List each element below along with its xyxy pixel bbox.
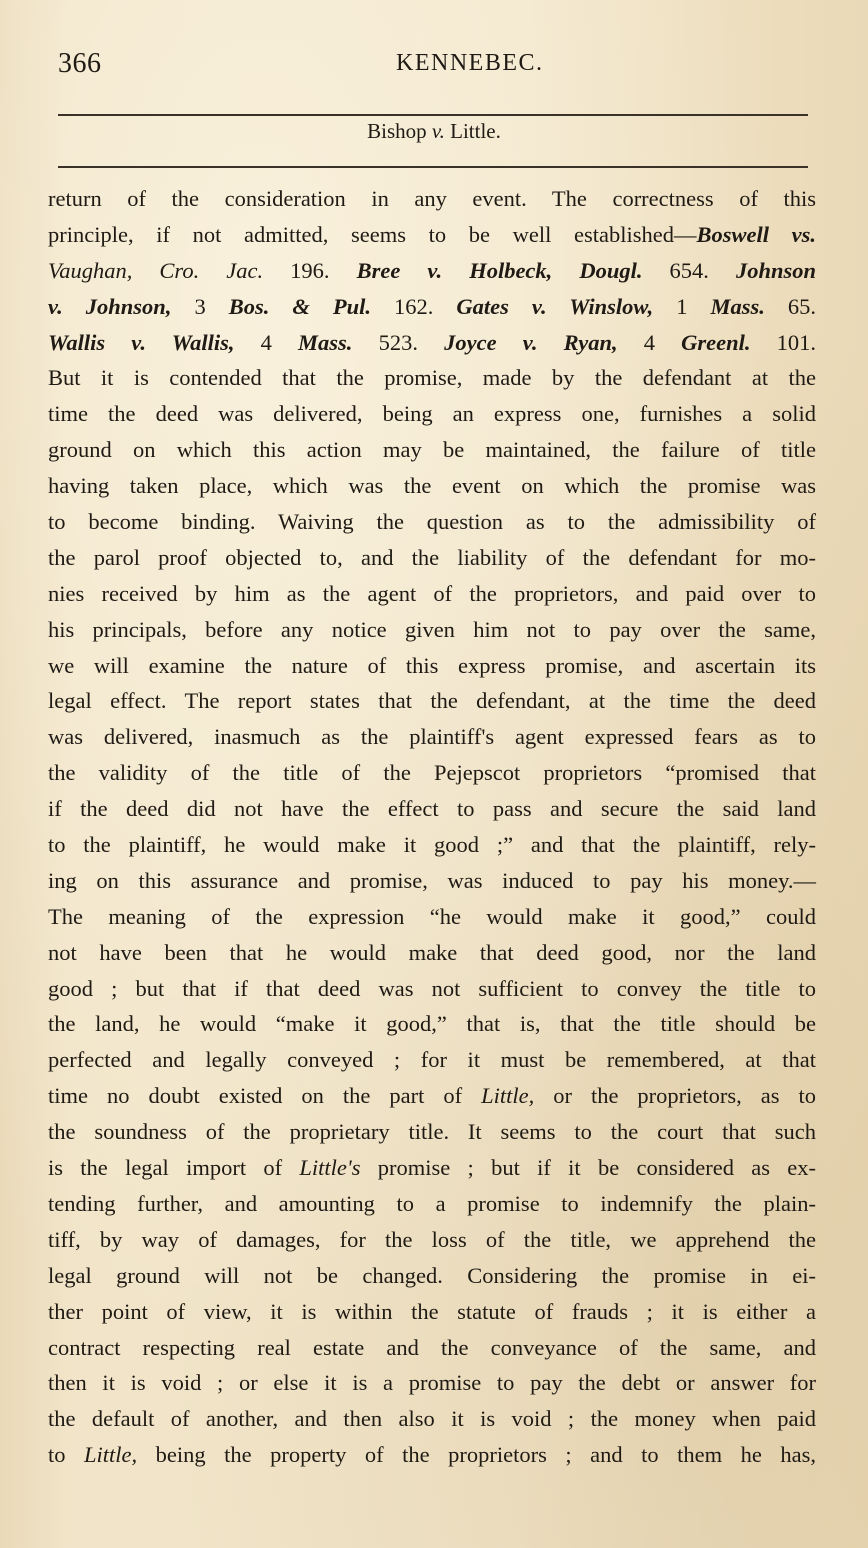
case-defendant: Little. (450, 119, 501, 143)
case-plaintiff: Bishop (367, 119, 427, 143)
text-run: his principals, before any notice given him not to pay over the same, (48, 616, 816, 642)
text-run: the soundness of the proprietary title. It seems to the court that such (48, 1119, 816, 1145)
text-run: not have been that he would make that deed good, nor the land (48, 939, 816, 965)
text-run: being the property of the proprietors ; and to them he has, (137, 1442, 816, 1468)
citation-run: Joyce v. Ryan, (444, 329, 618, 355)
text-run: ground on which this action may be maintained, the failure of title (48, 437, 816, 463)
text-line (48, 935, 816, 971)
text-line (48, 1401, 816, 1437)
running-head (58, 42, 818, 86)
text-line (48, 360, 816, 396)
text-run: to become binding. Waiving the question as to the admissibility of (48, 509, 816, 535)
text-line (48, 1078, 816, 1114)
text-line (48, 1330, 816, 1366)
text-line (48, 540, 816, 576)
text-run: ing on this assurance and promise, was induced to pay his money.— (48, 867, 816, 893)
text-line (48, 1294, 816, 1330)
citation-run: Little, (84, 1442, 138, 1468)
text-line (48, 863, 816, 899)
text-run: was delivered, inasmuch as the plaintiff's agent expressed fears as to (48, 724, 816, 750)
text-run: then it is void ; or else it is a promise to pay the debt or answer for (48, 1370, 816, 1396)
citation-run: Bos. & Pul. (228, 293, 371, 319)
text-line (48, 1006, 816, 1042)
running-title: KENNEBEC. (396, 50, 544, 76)
text-run: 65. (764, 293, 816, 319)
text-run: or the proprietors, as to (534, 1083, 816, 1109)
text-line (48, 504, 816, 540)
text-line (48, 683, 816, 719)
citation-run: Little, (481, 1083, 535, 1109)
text-line (48, 827, 816, 863)
text-line (48, 325, 816, 361)
citation-run: Boswell vs. (696, 221, 816, 247)
text-run: contract respecting real estate and the conveyance of the same, and (48, 1334, 816, 1360)
text-run: the validity of the title of the Pejepscot proprietors “promised that (48, 760, 816, 786)
text-line (48, 1222, 816, 1258)
text-run: time the deed was delivered, being an express one, furnishes a solid (48, 401, 816, 427)
citation-run: Wallis v. Wallis, (48, 329, 235, 355)
citation-run: Bree v. Holbeck, Dougl. (356, 257, 643, 283)
case-title (0, 119, 868, 144)
text-line (48, 181, 816, 217)
text-run: The meaning of the expression “he would make it good,” could (48, 903, 816, 929)
text-run: legal ground will not be changed. Considering the promise in ei- (48, 1262, 816, 1288)
text-run: 4 (617, 329, 682, 355)
text-line (48, 1186, 816, 1222)
citation-run: Greenl. (681, 329, 751, 355)
text-run: principle, if not admitted, seems to be well established— (48, 221, 697, 247)
text-run: if the deed did not have the effect to pass and secure the said land (48, 796, 816, 822)
body-text (48, 181, 816, 1473)
text-run: tiff, by way of damages, for the loss of the title, we apprehend the (48, 1226, 816, 1252)
text-run: But it is contended that the promise, made by the defendant at the (48, 365, 816, 391)
text-line (48, 1150, 816, 1186)
text-run: the parol proof objected to, and the liability of the defendant for mo- (48, 544, 816, 570)
text-line (48, 755, 816, 791)
text-run: promise ; but if it be considered as ex- (360, 1155, 816, 1181)
header-rule-bottom (58, 166, 808, 168)
text-run: 196. (263, 257, 357, 283)
text-line (48, 719, 816, 755)
text-line (48, 1365, 816, 1401)
text-run: the land, he would “make it good,” that is, that the title should be (48, 1011, 816, 1037)
text-line (48, 648, 816, 684)
text-run: we will examine the nature of this express promise, and ascertain its (48, 652, 816, 678)
citation-run: Johnson (735, 257, 816, 283)
text-line (48, 1114, 816, 1150)
citation-run: Vaughan, Cro. Jac. (48, 257, 264, 283)
text-line (48, 432, 816, 468)
text-run: return of the consideration in any event. The correctness of this (48, 186, 816, 211)
text-run: good ; but that if that deed was not sufficient to convey the title to (48, 975, 816, 1001)
citation-run: Mass. (710, 293, 765, 319)
text-run: perfected and legally conveyed ; for it must be remembered, at that (48, 1047, 816, 1073)
text-line (48, 289, 816, 325)
text-run: to (48, 1442, 85, 1468)
text-line (48, 1437, 816, 1473)
text-run: the default of another, and then also it is void ; the money when paid (48, 1406, 816, 1432)
citation-run: v. Johnson, (48, 293, 172, 319)
citation-run: Mass. (298, 329, 353, 355)
text-run: to the plaintiff, he would make it good ;” and that the plaintiff, rely- (48, 832, 816, 858)
citation-run: Little's (299, 1155, 361, 1181)
text-run: tending further, and amounting to a promise to indemnify the plain- (48, 1190, 816, 1216)
text-line (48, 217, 816, 253)
text-run: time no doubt existed on the part of (48, 1083, 482, 1109)
text-run: nies received by him as the agent of the proprietors, and paid over to (48, 580, 816, 606)
text-line (48, 1258, 816, 1294)
header-rule-top (58, 114, 808, 116)
page-number: 366 (58, 48, 102, 79)
text-run: ther point of view, it is within the statute of frauds ; it is either a (48, 1298, 816, 1324)
text-run: 654. (642, 257, 736, 283)
text-line (48, 468, 816, 504)
text-run: 1 (653, 293, 711, 319)
text-run: 3 (171, 293, 229, 319)
text-line (48, 396, 816, 432)
text-run: 4 (234, 329, 299, 355)
text-run: is the legal import of (48, 1155, 300, 1181)
text-line (48, 791, 816, 827)
text-run: 162. (370, 293, 457, 319)
text-run: 523. (352, 329, 445, 355)
text-line (48, 971, 816, 1007)
text-line (48, 253, 816, 289)
text-line (48, 576, 816, 612)
case-versus: v. (431, 119, 445, 143)
text-run: having taken place, which was the event on which the promise was (48, 473, 816, 499)
text-line (48, 1042, 816, 1078)
text-run: 101. (750, 329, 817, 355)
citation-run: Gates v. Winslow, (456, 293, 654, 319)
text-run: legal effect. The report states that the defendant, at the time the deed (48, 688, 816, 714)
text-line (48, 612, 816, 648)
text-line (48, 899, 816, 935)
